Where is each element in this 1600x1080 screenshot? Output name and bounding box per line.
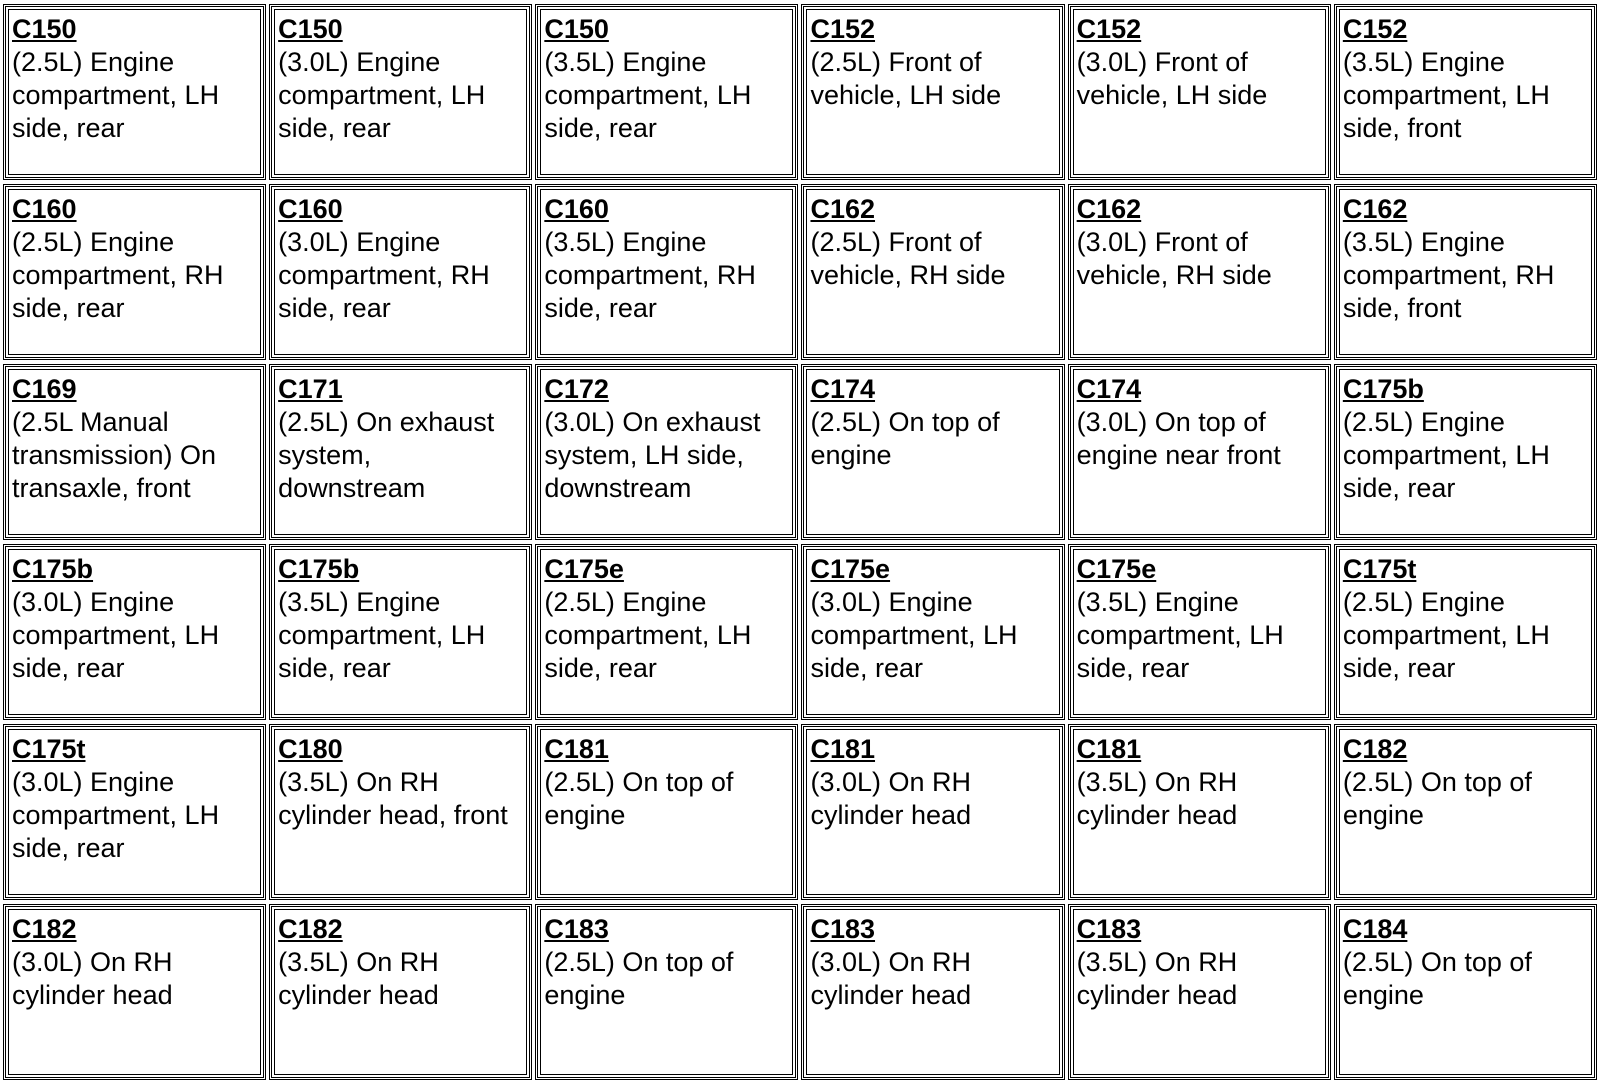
table-cell: [1068, 184, 1331, 360]
connector-code: C181: [544, 734, 609, 764]
connector-location: (3.0L) Engine compartment, LH side, rear: [12, 767, 220, 863]
connector-location-table: [3, 4, 1597, 1080]
connector-code: C162: [1076, 194, 1142, 224]
connector-code: C172: [544, 374, 609, 404]
table-cell: [3, 184, 266, 360]
connector-location: (3.0L) On RH cylinder head: [12, 947, 173, 1010]
connector-code: C162: [810, 194, 876, 224]
table-cell: [1068, 544, 1331, 720]
connector-code: C152: [1342, 14, 1408, 44]
connector-code: C152: [1076, 14, 1142, 44]
connector-location: (2.5L) On top of engine: [810, 407, 1000, 470]
connector-code: C183: [1076, 914, 1142, 944]
connector-location: (2.5L) Front of vehicle, LH side: [810, 47, 1002, 110]
table-cell: [801, 544, 1064, 720]
connector-location: (2.5L) On top of engine: [1342, 947, 1532, 1010]
connector-code: C183: [810, 914, 876, 944]
connector-location: (2.5L) On top of engine: [544, 767, 734, 830]
connector-location: (3.5L) On RH cylinder head: [1076, 767, 1238, 830]
connector-code: C183: [544, 914, 609, 944]
connector-code: C175b: [1342, 374, 1424, 404]
connector-location: (3.5L) Engine compartment, LH side, rear: [1076, 587, 1284, 683]
table-cell: [1068, 364, 1331, 540]
table-cell: [1334, 364, 1597, 540]
connector-code: C175t: [1342, 554, 1417, 584]
table-cell: [269, 904, 532, 1080]
table-cell: [3, 544, 266, 720]
connector-code: C160: [544, 194, 609, 224]
table-cell: [535, 544, 798, 720]
table-cell: [3, 724, 266, 900]
table-cell: [1068, 4, 1331, 180]
connector-location: (3.0L) On top of engine near front: [1076, 407, 1281, 470]
connector-location: (2.5L) On exhaust system, downstream: [278, 407, 495, 503]
connector-code: C175e: [544, 554, 624, 584]
table-cell: [1334, 184, 1597, 360]
connector-code: C160: [12, 194, 77, 224]
connector-location: (3.0L) Engine compartment, LH side, rear: [12, 587, 220, 683]
connector-location: (2.5L) On top of engine: [544, 947, 734, 1010]
connector-location: (3.5L) Engine compartment, LH side, rear: [278, 587, 486, 683]
table-cell: [269, 364, 532, 540]
connector-location: (2.5L) On top of engine: [1342, 767, 1532, 830]
table-cell: [535, 364, 798, 540]
connector-location: (3.5L) Engine compartment, LH side, rear: [544, 47, 752, 143]
table-cell: [801, 184, 1064, 360]
table-cell: [1068, 724, 1331, 900]
table-cell: [535, 724, 798, 900]
connector-code: C184: [1342, 914, 1408, 944]
connector-location: (2.5L) Engine compartment, LH side, rear: [1342, 587, 1550, 683]
connector-code: C182: [12, 914, 77, 944]
connector-location: (3.0L) Engine compartment, LH side, rear: [810, 587, 1018, 683]
table-cell: [269, 184, 532, 360]
connector-code: C181: [1076, 734, 1142, 764]
connector-location: (3.5L) Engine compartment, RH side, rear: [544, 227, 756, 323]
connector-location: (2.5L Manual transmission) On transaxle, front: [12, 407, 217, 503]
connector-location: (2.5L) Engine compartment, LH side, rear: [12, 47, 220, 143]
connector-location: (3.5L) On RH cylinder head: [278, 947, 439, 1010]
connector-location: (2.5L) Engine compartment, LH side, rear: [544, 587, 752, 683]
connector-location: (2.5L) Front of vehicle, RH side: [810, 227, 1006, 290]
table-cell: [269, 4, 532, 180]
connector-location: (3.0L) On RH cylinder head: [810, 767, 972, 830]
connector-code: C169: [12, 374, 77, 404]
connector-location: (3.0L) Front of vehicle, LH side: [1076, 47, 1268, 110]
connector-code: C152: [810, 14, 876, 44]
connector-code: C174: [1076, 374, 1142, 404]
connector-location: (3.5L) Engine compartment, RH side, front: [1342, 227, 1555, 323]
connector-location: (3.0L) On exhaust system, LH side, downstream: [544, 407, 761, 503]
table-cell: [801, 904, 1064, 1080]
connector-code: C162: [1342, 194, 1408, 224]
table-cell: [535, 4, 798, 180]
table-cell: [3, 364, 266, 540]
table-cell: [1334, 724, 1597, 900]
connector-location: (3.5L) On RH cylinder head, front: [278, 767, 508, 830]
table-cell: [801, 364, 1064, 540]
connector-location: (3.0L) On RH cylinder head: [810, 947, 972, 1010]
table-cell: [3, 4, 266, 180]
table-cell: [535, 904, 798, 1080]
connector-code: C160: [278, 194, 343, 224]
table-cell: [1334, 544, 1597, 720]
table-cell: [1334, 904, 1597, 1080]
connector-code: C175e: [810, 554, 891, 584]
table-cell: [1068, 904, 1331, 1080]
connector-code: C175b: [12, 554, 94, 584]
connector-code: C175t: [12, 734, 86, 764]
connector-code: C150: [12, 14, 77, 44]
connector-location: (2.5L) Engine compartment, LH side, rear: [1342, 407, 1550, 503]
connector-code: C150: [544, 14, 609, 44]
connector-code: C180: [278, 734, 343, 764]
connector-location: (3.0L) Front of vehicle, RH side: [1076, 227, 1272, 290]
connector-code: C181: [810, 734, 876, 764]
connector-code: C182: [1342, 734, 1408, 764]
table-cell: [801, 724, 1064, 900]
table-cell: [1334, 4, 1597, 180]
connector-code: C175e: [1076, 554, 1157, 584]
connector-location: (3.0L) Engine compartment, LH side, rear: [278, 47, 486, 143]
table-cell: [269, 544, 532, 720]
connector-location: (3.0L) Engine compartment, RH side, rear: [278, 227, 490, 323]
connector-location: (3.5L) Engine compartment, LH side, front: [1342, 47, 1550, 143]
connector-location: (3.5L) On RH cylinder head: [1076, 947, 1238, 1010]
table-cell: [269, 724, 532, 900]
connector-code: C175b: [278, 554, 360, 584]
table-cell: [801, 4, 1064, 180]
connector-code: C174: [810, 374, 876, 404]
connector-code: C150: [278, 14, 343, 44]
table-cell: [3, 904, 266, 1080]
table-cell: [535, 184, 798, 360]
connector-code: C171: [278, 374, 343, 404]
connector-location: (2.5L) Engine compartment, RH side, rear: [12, 227, 224, 323]
connector-code: C182: [278, 914, 343, 944]
